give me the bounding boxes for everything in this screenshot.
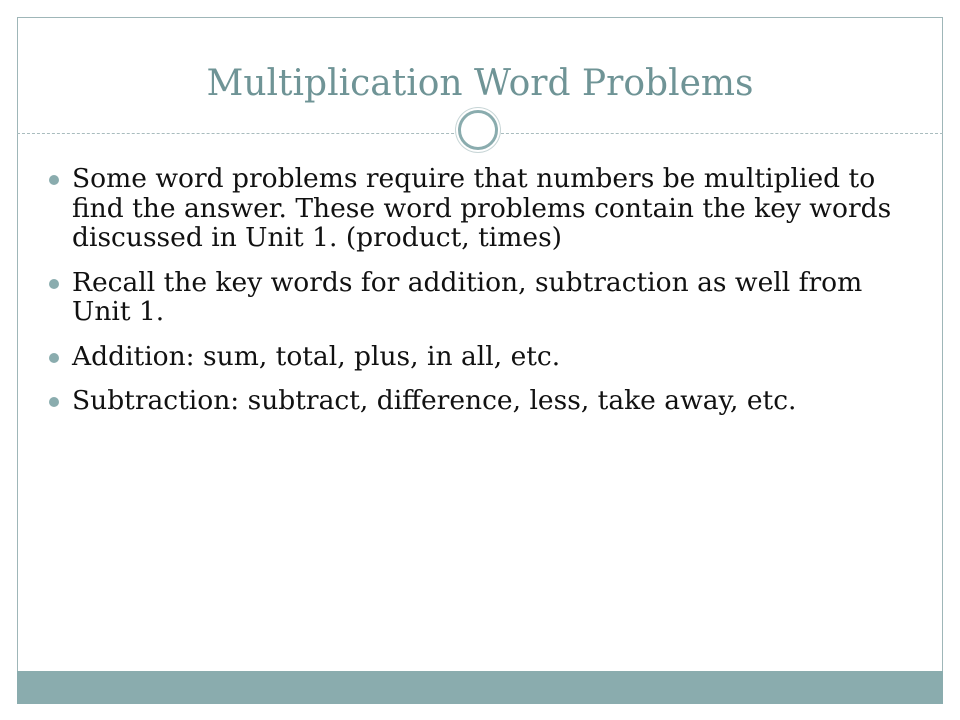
bullet-item [48,342,908,372]
bullet-text: Some word problems require that numbers be multiplied to find the answer. These word problems contain the key words discussed in Unit 1. (product, times) [72,163,892,253]
bullet-item [48,386,908,416]
bullet-text: Recall the key words for addition, subtraction as well from Unit 1. [72,266,863,327]
slide-title: Multiplication Word Problems [206,63,754,104]
bullet-item [48,164,908,253]
bullet-text: Subtraction: subtract, difference, less, take away, etc. [72,385,797,416]
dot-bullet-icon [49,279,59,289]
bullet-list [48,164,908,431]
footer-bar [17,671,943,704]
dot-bullet-icon [49,175,59,185]
dot-bullet-icon [49,397,59,407]
ring-icon [458,110,498,150]
bullet-item [48,268,908,327]
bullet-text: Addition: sum, total, plus, in all, etc. [72,340,561,372]
dot-bullet-icon [49,353,59,363]
